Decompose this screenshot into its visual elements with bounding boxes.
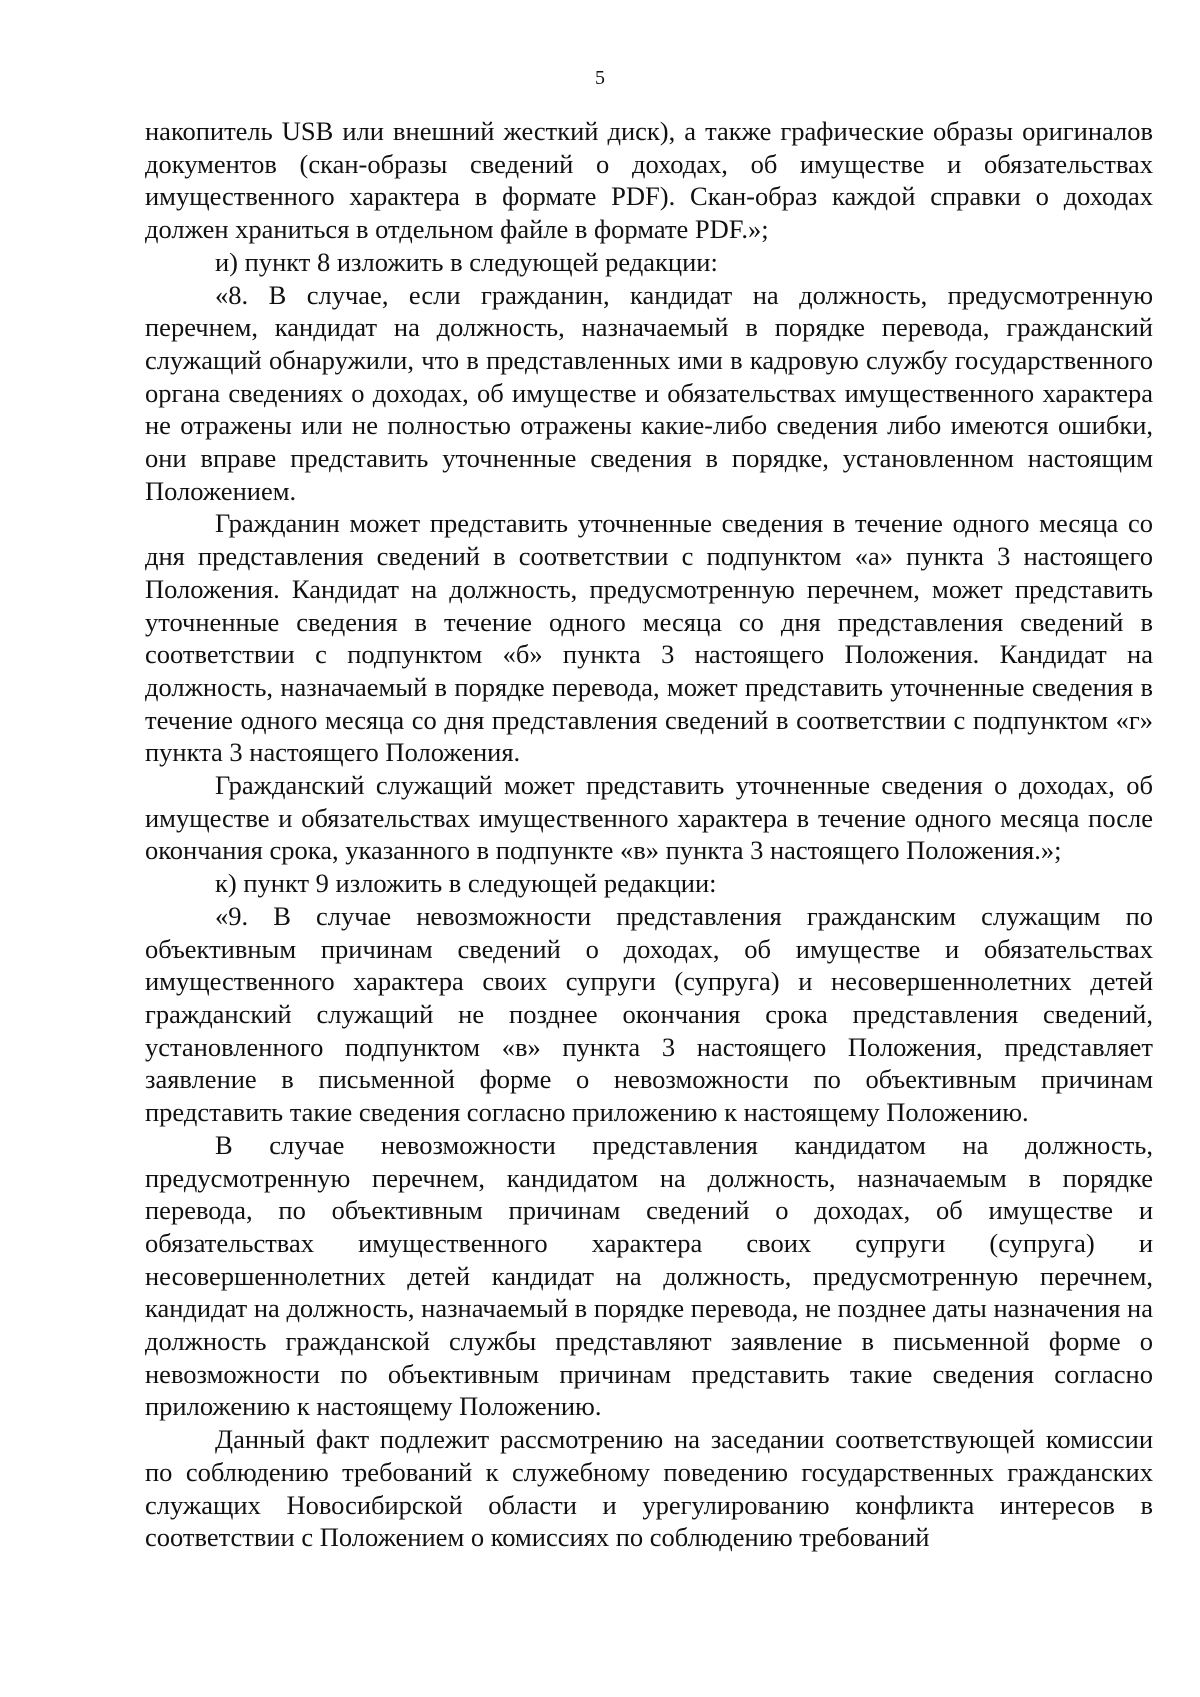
paragraph-storage-media: накопитель USB или внешний жесткий диск), а также графические образы оригиналов документов (скан-образы сведений о доходах, об имуществе и обязательствах имущественного характера в формате PDF). Скан-образ каждой справки о доходах должен храниться в отдельном файле в формате PDF.»; xyxy=(145,116,1153,245)
document-body xyxy=(145,115,1153,1554)
paragraph-item-i: и) пункт 8 изложить в следующей редакции: xyxy=(215,246,718,277)
paragraph-commission: Данный факт подлежит рассмотрению на заседании соответствующей комиссии по соблюдению требований к служебному поведению государственных гражданских служащих Новосибирской области и урегулированию конфликта интересов в соответствии с Положением о комиссиях по соблюдению требований xyxy=(145,1424,1153,1553)
paragraph-clause-8-civil-servant: Гражданский служащий может представить уточненные сведения о доходах, об имуществе и обязательствах имущественного характера в течение одного месяца после окончания срока, указанного в подпункте «в» пункта 3 настоящего Положения.»; xyxy=(145,770,1153,866)
paragraph-clause-9-candidate: В случае невозможности представления кандидатом на должность, предусмотренную перечнем, кандидатом на должность, назначаемым в порядке перевода, по объективным причинам сведений о доходах, об имуществе и обязательствах имущественного характера своих супруги (супруга) и несовершеннолетних детей кандидат на должность, предусмотренную перечнем, кандидат на должность, назначаемый в порядке перевода, не позднее даты назначения на должность гражданской службы представляют заявление в письменной форме о невозможности по объективным причинам представить такие сведения согласно приложению к настоящему Положению. xyxy=(145,1129,1153,1422)
paragraph-item-k: к) пункт 9 изложить в следующей редакции: xyxy=(215,868,717,899)
paragraph-clause-8: «8. В случае, если гражданин, кандидат на должность, предусмотренную перечнем, кандидат на должность, назначаемый в порядке перевода, гражданский служащий обнаружили, что в представленных ими в кадровую службу государственного органа сведениях о доходах, об имуществе и обязательствах имущественного характера не отражены или не полностью отражены какие-либо сведения либо имеются ошибки, они вправе представить уточненные сведения в порядке, установленном настоящим Положением. xyxy=(145,279,1153,506)
paragraph-clause-9: «9. В случае невозможности представления гражданским служащим по объективным причинам сведений о доходах, об имуществе и обязательствах имущественного характера своих супруги (супруга) и несовершеннолетних детей гражданский служащий не позднее окончания срока представления сведений, установленного подпунктом «в» пункта 3 настоящего Положения, представляет заявление в письменной форме о невозможности по объективным причинам представить такие сведения согласно приложению к настоящему Положению. xyxy=(145,900,1153,1128)
paragraph-clause-8-citizen: Гражданин может представить уточненные сведения в течение одного месяца со дня представления сведений в соответствии с подпунктом «а» пункта 3 настоящего Положения. Кандидат на должность, предусмотренную перечнем, может представить уточненные сведения в течение одного месяца со дня представления сведений в соответствии с подпунктом «б» пункта 3 настоящего Положения. Кандидат на должность, назначаемый в порядке перевода, может представить уточненные сведения в течение одного месяца со дня представления сведений в соответствии с подпунктом «г» пункта 3 настоящего Положения. xyxy=(145,508,1153,768)
page-number: 5 xyxy=(595,67,605,89)
